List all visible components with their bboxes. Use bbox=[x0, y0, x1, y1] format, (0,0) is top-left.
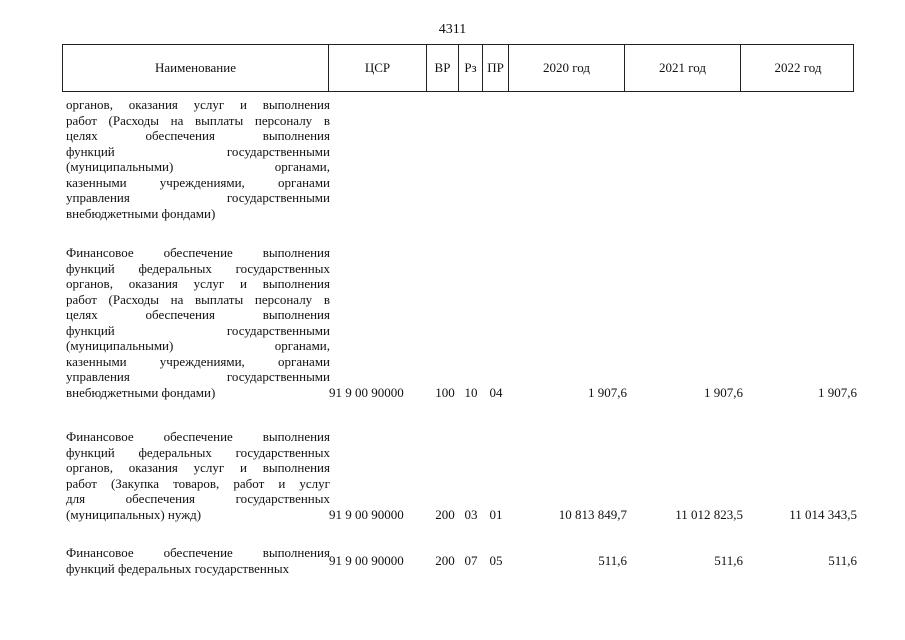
rz-cell: 10 bbox=[464, 384, 478, 400]
csr-cell: 91 9 00 90000 bbox=[329, 384, 404, 400]
csr-cell: 91 9 00 90000 bbox=[329, 553, 404, 568]
header-2021: 2021 год bbox=[625, 45, 741, 91]
csr-cell: 91 9 00 90000 bbox=[329, 506, 404, 522]
name-line: (муниципальных) нужд) bbox=[66, 506, 202, 522]
name-line: работ (Расходы на выплаты персоналу в bbox=[66, 112, 330, 128]
name-line: функций федеральных государственных bbox=[66, 260, 330, 276]
name-line: для обеспечения государственных bbox=[66, 491, 330, 506]
value-2021: 1 907,6 bbox=[704, 384, 743, 400]
name-line: функций федеральных государственных bbox=[66, 444, 330, 460]
value-2020: 10 813 849,7 bbox=[558, 506, 627, 522]
name-line: функций государственными bbox=[66, 143, 330, 159]
row-name bbox=[66, 245, 330, 400]
rz-cell: 07 bbox=[464, 553, 478, 568]
name-line: функций федеральных государственных bbox=[66, 560, 290, 576]
header-pr: ПР bbox=[483, 45, 509, 91]
pr-cell: 05 bbox=[489, 553, 503, 568]
name-line: Финансовое обеспечение выполнения bbox=[66, 245, 330, 260]
rz-cell: 03 bbox=[464, 506, 478, 522]
pr-cell: 01 bbox=[489, 506, 503, 522]
header-csr: ЦСР bbox=[329, 45, 427, 91]
name-line: органов, оказания услуг и выполнения bbox=[66, 460, 330, 475]
name-line: управления государственными bbox=[66, 190, 330, 205]
header-vr: ВР bbox=[427, 45, 459, 91]
name-line: управления государственными bbox=[66, 369, 330, 384]
header-2022: 2022 год bbox=[774, 60, 822, 75]
value-2022: 1 907,6 bbox=[818, 384, 857, 400]
name-line: казенными учреждениями, органами bbox=[66, 353, 330, 369]
value-2022: 11 014 343,5 bbox=[789, 506, 857, 522]
row-name bbox=[66, 97, 330, 221]
name-line: функций государственными bbox=[66, 322, 330, 338]
name-line: (муниципальными) органами, bbox=[66, 159, 330, 174]
value-2021: 11 012 823,5 bbox=[675, 506, 743, 522]
value-2021: 511,6 bbox=[714, 553, 743, 568]
name-line: Финансовое обеспечение выполнения bbox=[66, 545, 330, 560]
name-line: органов, оказания услуг и выполнения bbox=[66, 276, 330, 291]
name-line: внебюджетными фондами) bbox=[66, 384, 216, 400]
table-header bbox=[62, 44, 854, 92]
name-line: целях обеспечения выполнения bbox=[66, 128, 330, 143]
value-2020: 511,6 bbox=[598, 553, 627, 568]
name-line: (муниципальными) органами, bbox=[66, 338, 330, 353]
value-2020: 1 907,6 bbox=[588, 384, 627, 400]
name-line: внебюджетными фондами) bbox=[66, 205, 216, 221]
vr-cell: 200 bbox=[435, 506, 455, 522]
row-name bbox=[66, 429, 330, 522]
name-line: целях обеспечения выполнения bbox=[66, 307, 330, 322]
name-line: работ (Закупка товаров, работ и услуг bbox=[66, 475, 330, 491]
name-line: работ (Расходы на выплаты персоналу в bbox=[66, 291, 330, 307]
name-line: казенными учреждениями, органами bbox=[66, 174, 330, 190]
vr-cell: 200 bbox=[435, 553, 455, 568]
page-number: 4311 bbox=[438, 22, 467, 37]
value-2022: 511,6 bbox=[828, 553, 857, 568]
row-name bbox=[66, 545, 330, 576]
header-name: Наименование bbox=[63, 45, 329, 91]
header-2020: 2020 год bbox=[509, 45, 625, 91]
name-line: органов, оказания услуг и выполнения bbox=[66, 97, 330, 112]
name-line: Финансовое обеспечение выполнения bbox=[66, 429, 330, 444]
header-rz: Рз bbox=[459, 45, 483, 91]
pr-cell: 04 bbox=[489, 384, 503, 400]
vr-cell: 100 bbox=[435, 384, 455, 400]
